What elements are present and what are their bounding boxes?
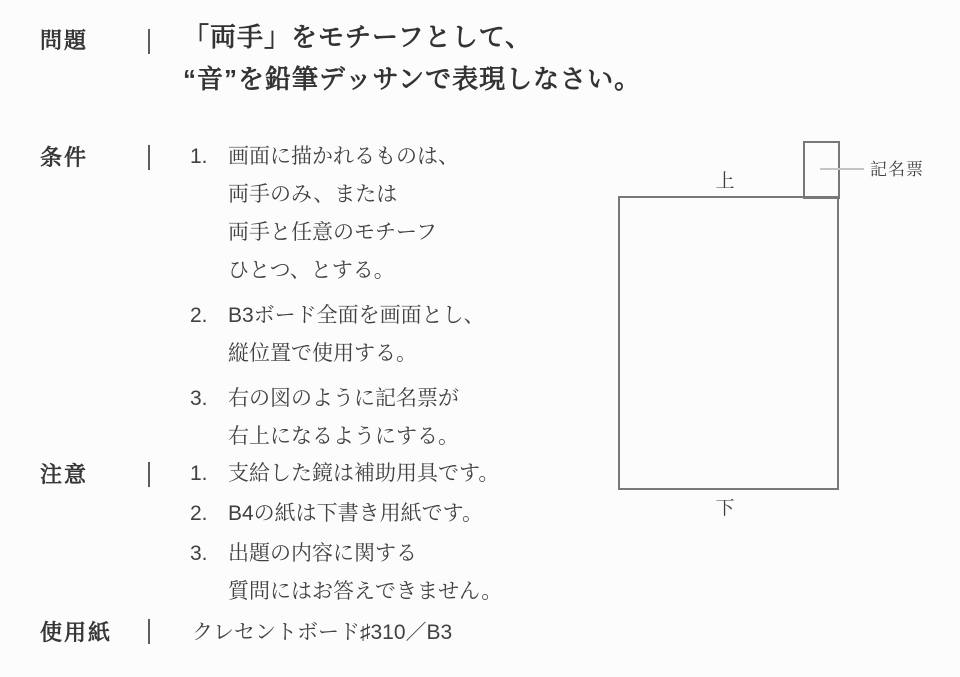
conditions-list: [190, 138, 485, 456]
item-number: 3.: [190, 387, 208, 410]
note-item: [190, 495, 502, 533]
condition-line: ひとつ、とする。: [228, 259, 395, 282]
name-tag-label: 記名票: [870, 160, 924, 179]
section-label-chui: 注意: [40, 462, 89, 487]
name-tag-leader-line: [820, 168, 864, 170]
section-label-shiyoshi: 使用紙: [40, 620, 113, 645]
problem-statement-line: 「両手」をモチーフとして、: [183, 22, 533, 52]
board-outline: [618, 196, 839, 490]
problem-statement-line: “音”を鉛筆デッサンで表現しなさい。: [183, 64, 642, 94]
item-number: 1.: [190, 462, 208, 485]
condition-line: 両手と任意のモチーフ: [228, 221, 437, 244]
note-item: [190, 535, 502, 611]
item-number: 2.: [190, 304, 208, 327]
note-line: 2. B4の紙は下書き用紙です。: [190, 495, 502, 533]
condition-item: [190, 380, 485, 456]
section-label-mondai: 問題: [40, 28, 89, 53]
name-tag-rect: [803, 141, 840, 199]
divider-bar-mondai: [148, 29, 150, 54]
divider-bar-shiyoshi: [148, 619, 150, 644]
condition-line: 縦位置で使用する。: [228, 342, 417, 365]
note-line: 3. 出題の内容に関する: [190, 535, 502, 573]
note-line: 質問にはお答えできません。: [228, 580, 503, 603]
condition-line: 両手のみ、または: [228, 183, 398, 206]
board-bottom-label: 下: [715, 498, 735, 519]
item-number: 2.: [190, 502, 208, 525]
paper-spec-value: クレセントボード♯310／B3: [192, 621, 453, 644]
note-line: 1. 支給した鏡は補助用具です。: [190, 455, 502, 493]
condition-line: 1. 画面に描かれるものは、: [190, 138, 485, 176]
item-number: 1.: [190, 145, 208, 168]
notes-list: [190, 455, 502, 611]
divider-bar-chui: [148, 462, 150, 487]
item-number: 3.: [190, 542, 208, 565]
section-label-joken: 条件: [40, 145, 89, 170]
condition-line: 3. 右の図のように記名票が: [190, 380, 485, 418]
condition-line: 2. B3ボード全面を画面とし、: [190, 297, 485, 335]
board-top-label: 上: [715, 171, 735, 192]
condition-item: [190, 138, 485, 290]
condition-line: 右上になるようにする。: [228, 425, 459, 448]
condition-item: [190, 297, 485, 373]
note-item: [190, 455, 502, 493]
divider-bar-joken: [148, 145, 150, 170]
problem-statement: [183, 16, 641, 100]
